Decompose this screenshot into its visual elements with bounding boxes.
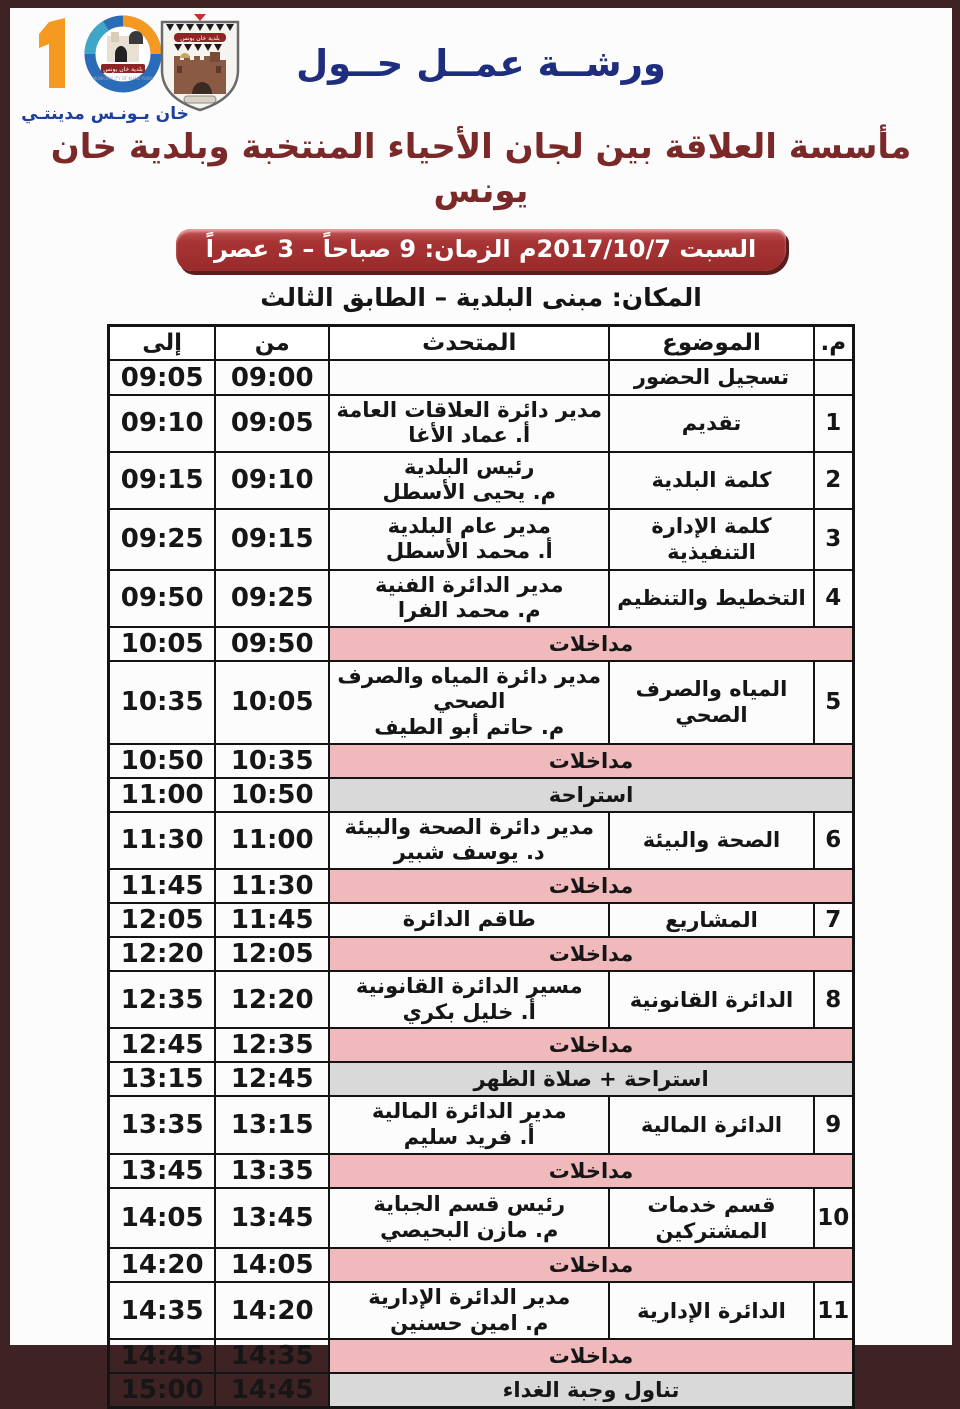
cell-number: 5: [814, 661, 854, 744]
cell-number: 7: [814, 903, 854, 937]
table-row: [109, 570, 854, 627]
table-row: [109, 1373, 854, 1408]
speaker-line: مدير دائرة الصحة والبيئة: [344, 814, 595, 839]
table-row: [109, 903, 854, 937]
speaker-line: م. مازن البحيصي: [380, 1217, 559, 1242]
workshop-heading: ورشــة عمــل حــول: [296, 42, 666, 85]
cell-to: 13:45: [109, 1154, 216, 1188]
cell-topic: تسجيل الحضور: [609, 360, 813, 394]
speaker-line: مدير عام البلدية: [387, 513, 551, 538]
cell-to: 11:30: [109, 812, 216, 869]
speaker-line: أ. خليل بكري: [402, 999, 536, 1024]
cell-topic: تقديم: [609, 395, 813, 452]
table-row: [109, 627, 854, 661]
speaker-line: أ. محمد الأسطل: [385, 539, 553, 564]
cell-to: 12:35: [109, 971, 216, 1028]
cell-number: 8: [814, 971, 854, 1028]
table-row: [109, 744, 854, 778]
cell-from: 13:45: [215, 1188, 329, 1249]
cell-from: 09:25: [215, 570, 329, 627]
cell-number: 1: [814, 395, 854, 452]
cell-from: 09:50: [215, 627, 329, 661]
cell-speaker: [329, 1188, 609, 1249]
agenda-table: [107, 324, 855, 1409]
table-row: [109, 661, 854, 744]
cell-break-label: مداخلات: [329, 1028, 853, 1062]
table-row: [109, 937, 854, 971]
date-banner: السبت 2017/10/7م الزمان: 9 صباحاً – 3 عصراً: [176, 229, 786, 271]
speaker-line: م. يحيى الأسطل: [382, 480, 556, 505]
cell-to: 14:35: [109, 1282, 216, 1339]
cell-topic: الدائرة المالية: [609, 1096, 813, 1153]
cell-from: 12:45: [215, 1062, 329, 1096]
cell-to: 15:00: [109, 1373, 216, 1408]
cell-from: 10:35: [215, 744, 329, 778]
cell-break-label: مداخلات: [329, 1154, 853, 1188]
cell-break-label: مداخلات: [329, 869, 853, 903]
cell-speaker: [329, 570, 609, 627]
header: [10, 8, 952, 123]
cell-topic: كلمة البلدية: [609, 452, 813, 509]
table-row: [109, 812, 854, 869]
cell-to: 09:50: [109, 570, 216, 627]
cell-topic: الدائرة الإدارية: [609, 1282, 813, 1339]
table-row: [109, 509, 854, 570]
speaker-line: مسير الدائرة القانونية: [355, 974, 583, 999]
cell-number: 4: [814, 570, 854, 627]
emblem-band-text: بلدية خان يونس: [180, 35, 220, 42]
cell-topic: التخطيط والتنظيم: [609, 570, 813, 627]
cell-to: 09:05: [109, 360, 216, 394]
cell-speaker: [329, 812, 609, 869]
cell-number: 11: [814, 1282, 854, 1339]
centennial-band-subtext: MUNICIPALITY OF KHAN YUNIS: [92, 76, 154, 81]
table-row: [109, 1339, 854, 1373]
cell-break-label: مداخلات: [329, 937, 853, 971]
cell-number: 6: [814, 812, 854, 869]
cell-to: 13:35: [109, 1096, 216, 1153]
cell-to: 10:35: [109, 661, 216, 744]
speaker-line: مدير الدائرة الفنية: [374, 572, 564, 597]
cell-number: 10: [814, 1188, 854, 1249]
cell-to: 11:45: [109, 869, 216, 903]
cell-break-label: استراحة: [329, 778, 853, 812]
table-row: [109, 1096, 854, 1153]
cell-to: 14:05: [109, 1188, 216, 1249]
cell-speaker: [329, 661, 609, 744]
cell-speaker: [329, 509, 609, 570]
cell-to: 13:15: [109, 1062, 216, 1096]
centennial-tagline: خان يـونـس مدينتـي: [21, 104, 189, 124]
municipality-emblem: [150, 12, 250, 118]
speaker-line: م. محمد الفرا: [397, 598, 541, 623]
cell-speaker: [329, 903, 609, 937]
cell-break-label: تناول وجبة الغداء: [329, 1373, 853, 1408]
cell-topic: كلمة الإدارة التنفيذية: [609, 509, 813, 570]
location-line: المكان: مبنى البلدية – الطابق الثالث: [260, 283, 702, 313]
speaker-line: مدير دائرة العلاقات العامة: [336, 397, 602, 422]
agenda-page: [10, 8, 952, 1406]
table-row: [109, 1028, 854, 1062]
cell-break-label: مداخلات: [329, 627, 853, 661]
cell-number: 9: [814, 1096, 854, 1153]
table-row: [109, 1248, 854, 1282]
cell-break-label: مداخلات: [329, 1339, 853, 1373]
speaker-line: رئيس البلدية: [403, 454, 535, 479]
cell-to: 12:20: [109, 937, 216, 971]
cell-break-label: استراحة + صلاة الظهر: [329, 1062, 853, 1096]
table-header-row: [109, 326, 854, 361]
cell-from: 13:15: [215, 1096, 329, 1153]
cell-to: 14:45: [109, 1339, 216, 1373]
cell-from: 12:05: [215, 937, 329, 971]
table-row: [109, 395, 854, 452]
cell-from: 09:00: [215, 360, 329, 394]
cell-from: 12:20: [215, 971, 329, 1028]
cell-break-label: مداخلات: [329, 744, 853, 778]
cell-to: 09:10: [109, 395, 216, 452]
cell-from: 14:20: [215, 1282, 329, 1339]
cell-to: 12:45: [109, 1028, 216, 1062]
cell-topic: الصحة والبيئة: [609, 812, 813, 869]
cell-topic: قسم خدمات المشتركين: [609, 1188, 813, 1249]
table-row: [109, 778, 854, 812]
cell-speaker: [329, 1096, 609, 1153]
speaker-line: رئيس قسم الجباية: [373, 1192, 566, 1217]
cell-topic: المياه والصرف الصحي: [609, 661, 813, 744]
speaker-line: طاقم الدائرة: [402, 907, 536, 932]
cell-from: 10:05: [215, 661, 329, 744]
column-header-3: من: [215, 326, 329, 361]
cell-from: 11:00: [215, 812, 329, 869]
cell-from: 09:05: [215, 395, 329, 452]
cell-from: 14:35: [215, 1339, 329, 1373]
column-header-4: إلى: [109, 326, 216, 361]
cell-topic: المشاريع: [609, 903, 813, 937]
cell-to: 10:50: [109, 744, 216, 778]
cell-from: 12:35: [215, 1028, 329, 1062]
cell-to: 12:05: [109, 903, 216, 937]
cell-speaker: [329, 1282, 609, 1339]
cell-number: [814, 360, 854, 394]
cell-to: 11:00: [109, 778, 216, 812]
cell-speaker: [329, 360, 609, 394]
speaker-line: مدير الدائرة الإدارية: [368, 1285, 571, 1310]
cell-from: 14:05: [215, 1248, 329, 1282]
cell-from: 14:45: [215, 1373, 329, 1408]
cell-number: 3: [814, 509, 854, 570]
cell-to: 09:15: [109, 452, 216, 509]
speaker-line: مدير الدائرة المالية: [371, 1099, 567, 1124]
table-row: [109, 971, 854, 1028]
table-row: [109, 452, 854, 509]
speaker-line: د. يوسف شبير: [393, 840, 545, 865]
speaker-line: أ. فريد سليم: [403, 1124, 535, 1149]
cell-speaker: [329, 395, 609, 452]
table-row: [109, 1154, 854, 1188]
cell-from: 11:30: [215, 869, 329, 903]
main-title: مأسسة العلاقة بين لجان الأحياء المنتخبة وبلدية خان يونس: [50, 127, 912, 212]
table-row: [109, 869, 854, 903]
cell-from: 09:15: [215, 509, 329, 570]
cell-topic: الدائرة القانونية: [609, 971, 813, 1028]
cell-from: 09:10: [215, 452, 329, 509]
table-row: [109, 1282, 854, 1339]
municipality-emblem-icon: [150, 12, 250, 118]
cell-to: 10:05: [109, 627, 216, 661]
speaker-line: مدير دائرة المياه والصرف الصحي: [337, 663, 602, 714]
column-header-0: م.: [814, 326, 854, 361]
centennial-band-text: بلدية خان يونس: [103, 66, 143, 73]
cell-speaker: [329, 452, 609, 509]
column-header-1: الموضوع: [609, 326, 813, 361]
cell-to: 14:20: [109, 1248, 216, 1282]
table-row: [109, 360, 854, 394]
speaker-line: أ. عماد الأغا: [408, 423, 531, 448]
cell-from: 10:50: [215, 778, 329, 812]
cell-from: 11:45: [215, 903, 329, 937]
date-ribbon-wrap: [10, 229, 952, 271]
table-row: [109, 1188, 854, 1249]
column-header-2: المتحدث: [329, 326, 609, 361]
cell-from: 13:35: [215, 1154, 329, 1188]
speaker-line: م. حاتم أبو الطيف: [374, 715, 565, 739]
speaker-line: م. امين حسنين: [390, 1310, 549, 1335]
cell-speaker: [329, 971, 609, 1028]
table-row: [109, 1062, 854, 1096]
cell-to: 09:25: [109, 509, 216, 570]
cell-break-label: مداخلات: [329, 1248, 853, 1282]
cell-number: 2: [814, 452, 854, 509]
